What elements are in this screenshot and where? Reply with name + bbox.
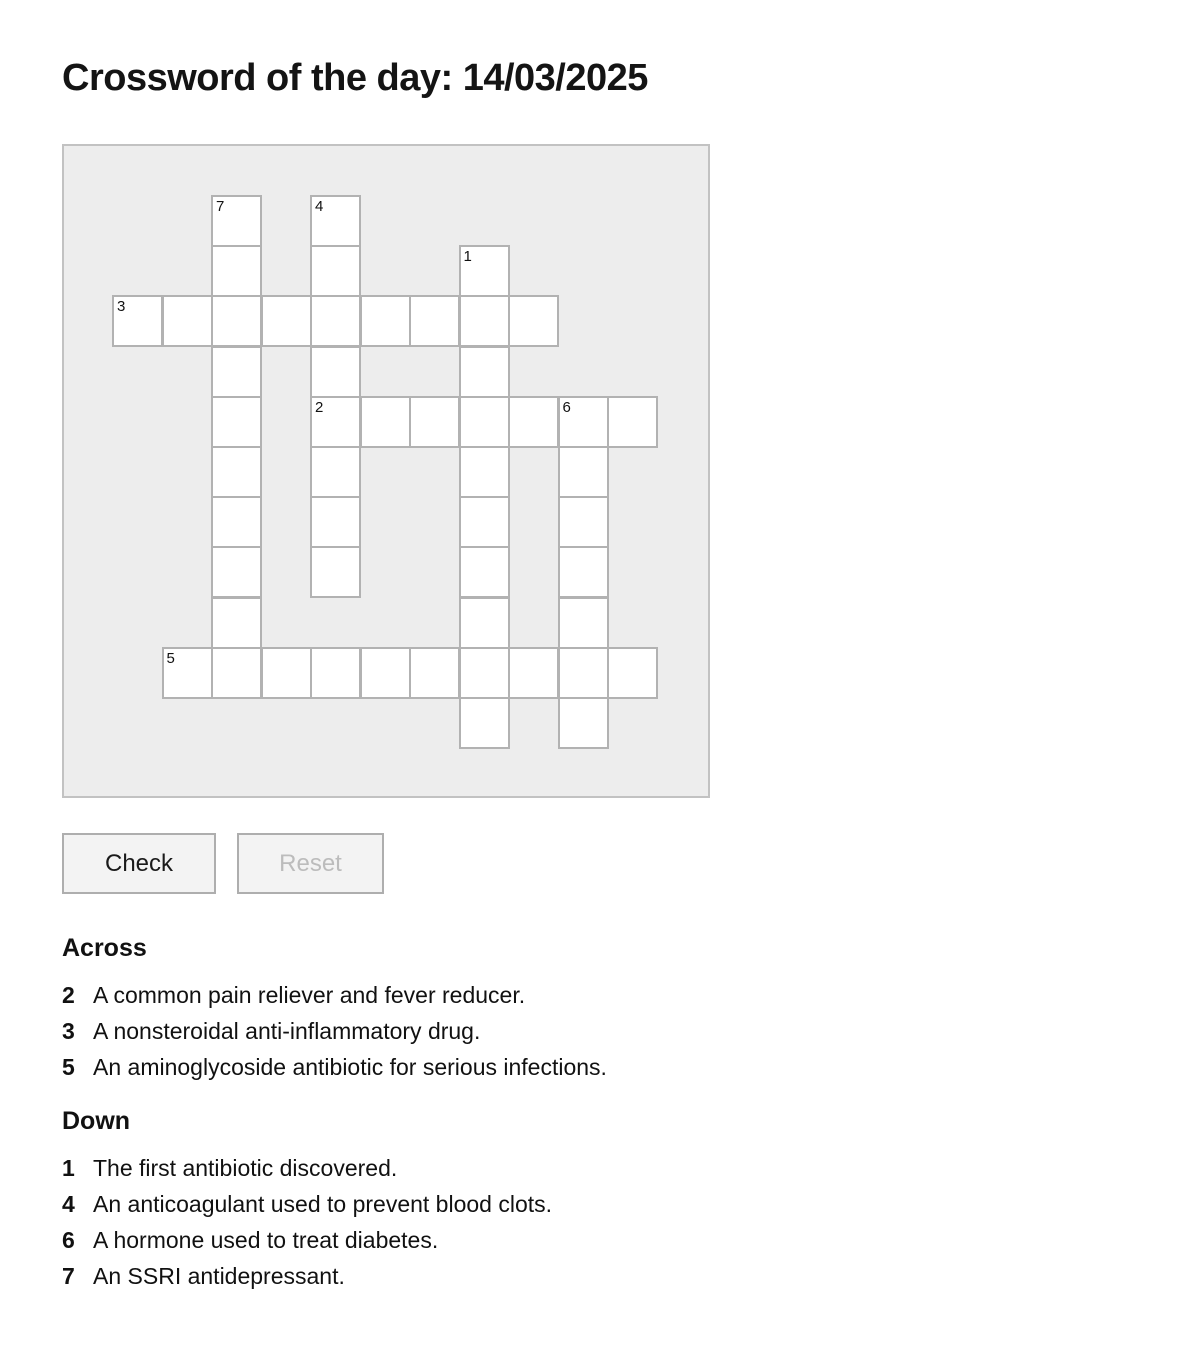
clue-text: An aminoglycoside antibiotic for serious infections. bbox=[93, 1054, 607, 1080]
grid-cell[interactable] bbox=[508, 647, 559, 699]
grid-cell[interactable] bbox=[558, 546, 609, 598]
cell-number: 6 bbox=[562, 398, 571, 416]
cell-input[interactable] bbox=[510, 398, 557, 446]
cell-input[interactable] bbox=[461, 649, 508, 697]
cell-input[interactable] bbox=[312, 297, 359, 345]
grid-cell[interactable] bbox=[409, 396, 460, 448]
cell-input[interactable] bbox=[560, 548, 607, 596]
cell-input[interactable] bbox=[312, 348, 359, 396]
cell-input[interactable] bbox=[411, 649, 458, 697]
clue-number: 7 bbox=[62, 1263, 75, 1289]
grid-cell[interactable] bbox=[459, 546, 510, 598]
grid-cell[interactable] bbox=[607, 647, 658, 699]
clue-item bbox=[62, 1017, 1200, 1045]
grid-cell[interactable] bbox=[459, 446, 510, 498]
grid-cell[interactable] bbox=[558, 697, 609, 749]
cell-input[interactable] bbox=[560, 649, 607, 697]
clue-item bbox=[62, 1262, 1200, 1290]
cell-input[interactable] bbox=[461, 699, 508, 747]
grid-cell[interactable] bbox=[162, 295, 213, 347]
clue-number: 4 bbox=[62, 1191, 75, 1217]
down-heading: Down bbox=[62, 1107, 131, 1135]
grid-cell[interactable] bbox=[409, 647, 460, 699]
cell-input[interactable] bbox=[362, 297, 409, 345]
grid-cell[interactable] bbox=[459, 295, 510, 347]
cell-input[interactable] bbox=[263, 297, 310, 345]
cell-input[interactable] bbox=[461, 548, 508, 596]
cell-input[interactable] bbox=[461, 348, 508, 396]
clue-item bbox=[62, 1053, 1200, 1081]
grid-cell[interactable] bbox=[211, 346, 262, 398]
cell-input[interactable] bbox=[213, 649, 260, 697]
grid-cell[interactable] bbox=[310, 396, 361, 448]
cell-input[interactable] bbox=[510, 649, 557, 697]
cell-input[interactable] bbox=[213, 448, 260, 496]
grid-cell[interactable] bbox=[211, 295, 262, 347]
grid-cell[interactable] bbox=[508, 396, 559, 448]
clue-text: The first antibiotic discovered. bbox=[93, 1155, 398, 1181]
cell-input[interactable] bbox=[461, 398, 508, 446]
grid-cell[interactable] bbox=[112, 295, 163, 347]
cell-input[interactable] bbox=[213, 348, 260, 396]
grid-cell[interactable] bbox=[558, 647, 609, 699]
button-row bbox=[62, 833, 1200, 894]
cell-input[interactable] bbox=[213, 548, 260, 596]
grid-cell[interactable] bbox=[558, 597, 609, 649]
grid-cell[interactable] bbox=[360, 295, 411, 347]
grid-cell[interactable] bbox=[409, 295, 460, 347]
clue-number: 6 bbox=[62, 1227, 75, 1253]
grid-cell[interactable] bbox=[459, 346, 510, 398]
grid-cell[interactable] bbox=[310, 446, 361, 498]
cell-input[interactable] bbox=[560, 448, 607, 496]
clue-text: A nonsteroidal anti-inflammatory drug. bbox=[93, 1018, 481, 1044]
cell-number: 1 bbox=[463, 248, 472, 266]
cell-input[interactable] bbox=[312, 448, 359, 496]
reset-button[interactable]: Reset bbox=[237, 833, 384, 894]
clue-number: 3 bbox=[62, 1018, 75, 1044]
grid-cell[interactable] bbox=[310, 195, 361, 247]
cell-number: 5 bbox=[166, 649, 175, 667]
cell-input[interactable] bbox=[312, 197, 359, 245]
grid-cell[interactable] bbox=[459, 396, 510, 448]
clue-item bbox=[62, 981, 1200, 1009]
cell-input[interactable] bbox=[213, 297, 260, 345]
cell-input[interactable] bbox=[312, 649, 359, 697]
cell-input[interactable] bbox=[411, 297, 458, 345]
across-heading: Across bbox=[62, 934, 147, 962]
grid-cell[interactable] bbox=[459, 697, 510, 749]
grid-cell[interactable] bbox=[558, 496, 609, 548]
cell-input[interactable] bbox=[510, 297, 557, 345]
grid-cell[interactable] bbox=[310, 546, 361, 598]
grid-cell[interactable] bbox=[360, 647, 411, 699]
grid-cell[interactable] bbox=[211, 446, 262, 498]
grid-cell[interactable] bbox=[310, 346, 361, 398]
cell-input[interactable] bbox=[213, 197, 260, 245]
crossword-grid-panel bbox=[62, 144, 710, 798]
grid-cell[interactable] bbox=[459, 245, 510, 297]
grid-cell[interactable] bbox=[558, 446, 609, 498]
cell-input[interactable] bbox=[461, 448, 508, 496]
clue-item bbox=[62, 1226, 1200, 1254]
cell-input[interactable] bbox=[560, 699, 607, 747]
clue-item bbox=[62, 1154, 1200, 1182]
grid-cell[interactable] bbox=[211, 647, 262, 699]
grid-cell[interactable] bbox=[211, 396, 262, 448]
cell-input[interactable] bbox=[164, 297, 211, 345]
cell-input[interactable] bbox=[312, 398, 359, 446]
cell-input[interactable] bbox=[213, 398, 260, 446]
grid-cell[interactable] bbox=[211, 546, 262, 598]
cell-input[interactable] bbox=[560, 599, 607, 647]
clue-text: An anticoagulant used to prevent blood clots. bbox=[93, 1191, 553, 1217]
grid-cell[interactable] bbox=[360, 396, 411, 448]
grid-cell[interactable] bbox=[310, 295, 361, 347]
cell-input[interactable] bbox=[560, 498, 607, 546]
grid-cell[interactable] bbox=[310, 647, 361, 699]
cell-input[interactable] bbox=[213, 498, 260, 546]
grid-cell[interactable] bbox=[211, 597, 262, 649]
grid-cell[interactable] bbox=[211, 496, 262, 548]
cell-input[interactable] bbox=[114, 297, 161, 345]
cell-input[interactable] bbox=[461, 498, 508, 546]
clue-number: 5 bbox=[62, 1054, 75, 1080]
page-title: Crossword of the day: 14/03/2025 bbox=[62, 57, 648, 99]
cell-input[interactable] bbox=[312, 247, 359, 295]
check-button[interactable]: Check bbox=[62, 833, 216, 894]
cell-input[interactable] bbox=[164, 649, 211, 697]
cell-input[interactable] bbox=[609, 398, 656, 446]
grid-cell[interactable] bbox=[459, 496, 510, 548]
grid-cell[interactable] bbox=[261, 295, 312, 347]
cell-number: 7 bbox=[216, 198, 225, 215]
grid-cell[interactable] bbox=[607, 396, 658, 448]
cell-number: 2 bbox=[315, 398, 324, 416]
clue-item bbox=[62, 1190, 1200, 1218]
clue-number: 2 bbox=[62, 982, 75, 1008]
grid-cell[interactable] bbox=[459, 597, 510, 649]
grid-cell[interactable] bbox=[211, 195, 262, 247]
grid-cell[interactable] bbox=[162, 647, 213, 699]
cell-input[interactable] bbox=[312, 498, 359, 546]
clue-text: A common pain reliever and fever reducer. bbox=[93, 982, 526, 1008]
clues-section bbox=[62, 934, 1200, 1290]
clue-number: 1 bbox=[62, 1155, 75, 1181]
grid-cell[interactable] bbox=[558, 396, 609, 448]
cell-input[interactable] bbox=[461, 599, 508, 647]
cell-input[interactable] bbox=[362, 649, 409, 697]
cell-input[interactable] bbox=[560, 398, 607, 446]
cell-number: 4 bbox=[315, 198, 324, 215]
clue-text: A hormone used to treat diabetes. bbox=[93, 1227, 439, 1253]
cell-input[interactable] bbox=[263, 649, 310, 697]
cell-input[interactable] bbox=[213, 247, 260, 295]
cell-input[interactable] bbox=[609, 649, 656, 697]
grid-cell[interactable] bbox=[459, 647, 510, 699]
grid-cell[interactable] bbox=[261, 647, 312, 699]
clue-text: An SSRI antidepressant. bbox=[93, 1263, 345, 1289]
grid-cell[interactable] bbox=[211, 245, 262, 297]
grid-cell[interactable] bbox=[310, 245, 361, 297]
grid-cell[interactable] bbox=[310, 496, 361, 548]
cell-input[interactable] bbox=[411, 398, 458, 446]
cell-input[interactable] bbox=[312, 548, 359, 596]
cell-input[interactable] bbox=[213, 599, 260, 647]
down-clue-list bbox=[62, 1154, 1200, 1290]
cell-input[interactable] bbox=[362, 398, 409, 446]
grid-cell[interactable] bbox=[508, 295, 559, 347]
cell-input[interactable] bbox=[461, 247, 508, 295]
cell-number: 3 bbox=[117, 298, 126, 316]
across-clue-list bbox=[62, 981, 1200, 1081]
cell-input[interactable] bbox=[461, 297, 508, 345]
